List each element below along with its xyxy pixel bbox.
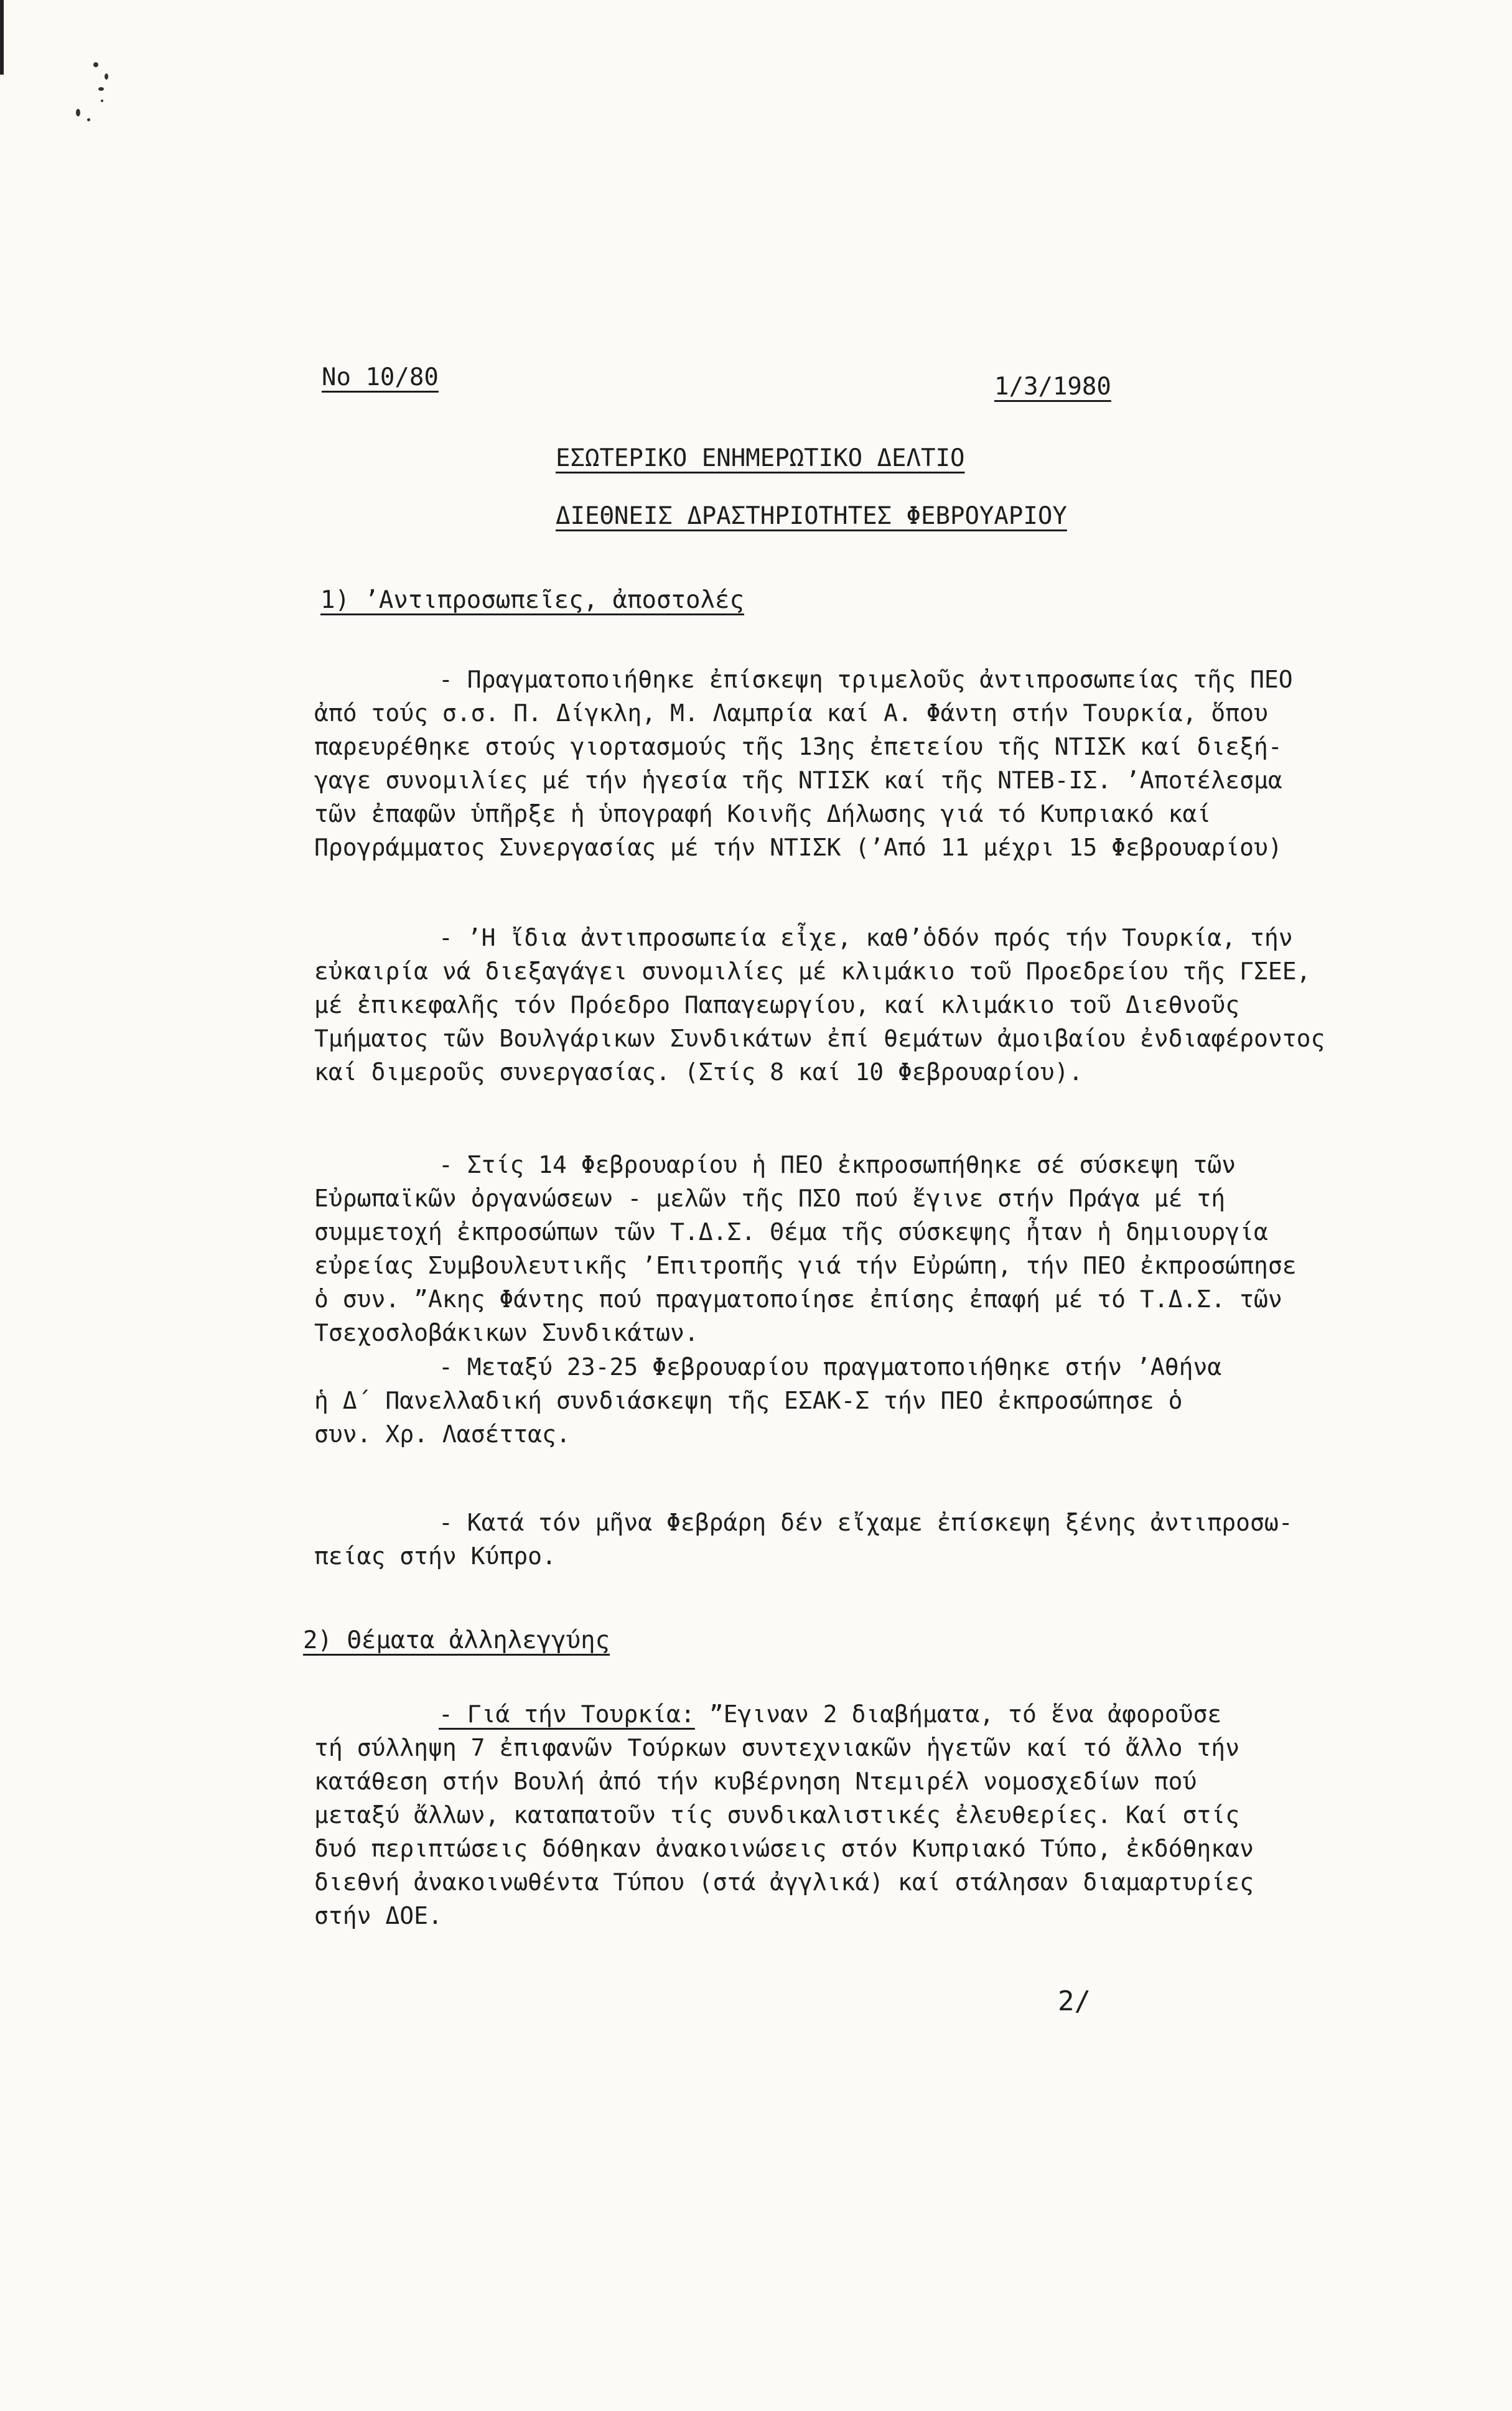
section-1-paragraph-1 <box>314 663 1428 864</box>
text-line: τῶν ἐπαφῶν ὑπῆρξε ἡ ὑπογραφή Κοινῆς Δήλωσης γιά τό Κυπριακό καί <box>314 800 1211 828</box>
bulletin-number: No 10/80 <box>322 363 439 391</box>
text-line: - Κατά τόν μῆνα Φεβράρη δέν εἴχαμε ἐπίσκεψη ξένης ἀντιπροσω- <box>439 1509 1293 1536</box>
text-line: Εὐρωπαϊκῶν ὀργανώσεων - μελῶν τῆς ΠΣΟ πού ἔγινε στήν Πράγα μέ τή <box>314 1185 1226 1212</box>
text-line: - Μεταξύ 23-25 Φεβρουαρίου πραγματοποιήθηκε στήν ’Αθήνα <box>439 1353 1222 1381</box>
text-line: εὐρείας Συμβουλευτικῆς ’Επιτροπῆς γιά τήν Εὐρώπη, τήν ΠΕΟ ἐκπροσώπησε <box>314 1252 1297 1279</box>
text-line: καί διμεροῦς συνεργασίας. (Στίς 8 καί 10 Φεβρουαρίου). <box>314 1058 1083 1086</box>
text-line: στήν ΔΟΕ. <box>314 1902 442 1929</box>
text-line: παρευρέθηκε στούς γιορτασμούς τῆς 13ης ἐπετείου τῆς ΝΤΙΣΚ καί διεξή- <box>314 733 1282 760</box>
text-line: συν. Χρ. Λασέττας. <box>314 1420 571 1448</box>
section-2-paragraph-1 <box>314 1697 1428 1933</box>
text-line: ὁ συν. ”Ακης Φάντης πού πραγματοποίησε ἐπίσης ἐπαφή μέ τό Τ.Δ.Σ. τῶν <box>314 1285 1282 1313</box>
bulletin-date: 1/3/1980 <box>994 373 1111 401</box>
text-line: συμμετοχή ἐκπροσώπων τῶν Τ.Δ.Σ. Θέμα τῆς σύσκεψης ἦταν ἡ δημιουργία <box>314 1218 1268 1246</box>
text-line: - Γιά τήν Τουρκία: ”Εγιναν 2 διαβήματα, τό ἕνα ἀφοροῦσε <box>439 1700 1222 1728</box>
scan-edge-mark <box>0 0 4 75</box>
text-line: διεθνή ἀνακοινωθέντα Τύπου (στά ἀγγλικά) καί στάλησαν διαμαρτυρίες <box>314 1868 1254 1896</box>
text-line: Προγράμματος Συνεργασίας μέ τήν ΝΤΙΣΚ (’Από 11 μέχρι 15 Φεβρουαρίου) <box>314 834 1282 861</box>
section-2-heading: 2) Θέματα ἀλληλεγγύης <box>303 1626 610 1654</box>
text-line: κατάθεση στήν Βουλή ἀπό τήν κυβέρνηση Ντεμιρέλ νομοσχεδίων πού <box>314 1768 1197 1795</box>
text-line: δυό περιπτώσεις δόθηκαν ἀνακοινώσεις στόν Κυπριακό Τύπο, ἐκδόθηκαν <box>314 1835 1254 1862</box>
turkey-lead: - Γιά τήν Τουρκία: <box>439 1700 695 1728</box>
text-line: Τσεχοσλοβάκικων Συνδικάτων. <box>314 1319 699 1346</box>
text-line: Τμήματος τῶν Βουλγάρικων Συνδικάτων ἐπί θεμάτων ἀμοιβαίου ἐνδιαφέροντος <box>314 1025 1325 1052</box>
text-line: ἡ Δ΄ Πανελλαδική συνδιάσκεψη τῆς ΕΣΑΚ-Σ τήν ΠΕΟ ἐκπροσώπησε ὁ <box>314 1387 1183 1414</box>
text-line: εὐκαιρία νά διεξαγάγει συνομιλίες μέ κλιμάκιο τοῦ Προεδρείου τῆς ΓΣΕΕ, <box>314 958 1311 985</box>
bulletin-title: ΕΣΩΤΕΡΙΚΟ ΕΝΗΜΕΡΩΤΙΚΟ ΔΕΛΤΙΟ <box>556 444 965 472</box>
section-1-paragraph-2 <box>314 921 1428 1089</box>
section-1-paragraph-4 <box>314 1350 1428 1451</box>
text-line: μέ ἐπικεφαλῆς τόν Πρόεδρο Παπαγεωργίου, καί κλιμάκιο τοῦ Διεθνοῦς <box>314 991 1240 1019</box>
section-1-heading: 1) ’Αντιπροσωπεῖες, ἀποστολές <box>320 586 744 614</box>
text-line: ἀπό τούς σ.σ. Π. Δίγκλη, Μ. Λαμπρία καί Α. Φάντη στήν Τουρκία, ὅπου <box>314 699 1268 727</box>
text-line: - ’Η ἴδια ἀντιπροσωπεία εἶχε, καθ’ὁδόν πρός τήν Τουρκία, τήν <box>439 924 1293 951</box>
text-line: - Στίς 14 Φεβρουαρίου ἡ ΠΕΟ ἐκπροσωπήθηκε σέ σύσκεψη τῶν <box>439 1151 1236 1178</box>
text-line: γαγε συνομιλίες μέ τήν ἡγεσία τῆς ΝΤΙΣΚ καί τῆς ΝΤΕΒ-ΙΣ. ’Αποτέλεσμα <box>314 767 1282 794</box>
page-continuation-marker: 2/ <box>1058 1985 1091 2017</box>
section-1-paragraph-3 <box>314 1148 1428 1350</box>
text-line: μεταξύ ἄλλων, καταπατοῦν τίς συνδικαλιστικές ἐλευθερίες. Καί στίς <box>314 1801 1240 1829</box>
section-1-paragraph-5 <box>314 1506 1428 1573</box>
text-line: τή σύλληψη 7 ἐπιφανῶν Τούρκων συντεχνιακῶν ἡγετῶν καί τό ἄλλο τήν <box>314 1734 1240 1761</box>
text-line: - Πραγματοποιήθηκε ἐπίσκεψη τριμελοῦς ἀντιπροσωπείας τῆς ΠΕΟ <box>439 666 1293 693</box>
text-line: πείας στήν Κύπρο. <box>314 1542 556 1570</box>
bulletin-subtitle: ΔΙΕΘΝΕΙΣ ΔΡΑΣΤΗΡΙΟΤΗΤΕΣ ΦΕΒΡΟΥΑΡΙΟΥ <box>556 502 1067 530</box>
